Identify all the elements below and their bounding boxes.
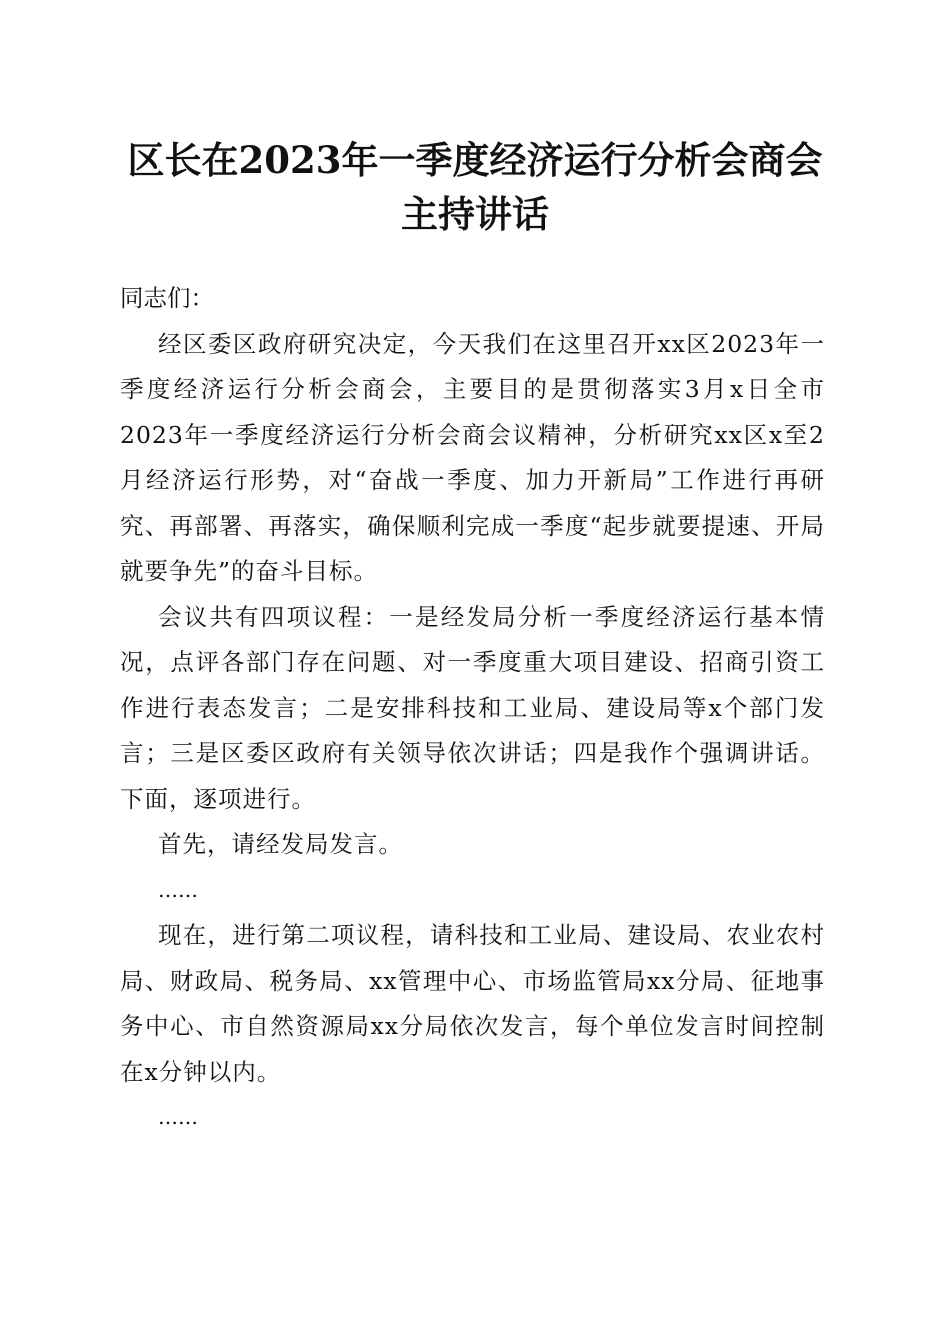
- document-title: 区长在2023年一季度经济运行分析会商会主持讲话: [127, 138, 823, 236]
- paragraph-first-speaker: 首先，请经发局发言。: [158, 830, 403, 858]
- paragraph-second-agenda: 现在，进行第二项议程，请科技和工业局、建设局、农业农村局、财政局、税务局、xx管理中心、市场监管局xx分局、征地事务中心、市自然资源局xx分局依次发言，每个单位发言时间控制在x分钟以内。: [120, 921, 825, 1086]
- paragraph-intro: 经区委区政府研究决定，今天我们在这里召开xx区2023年一季度经济运行分析会商会，主要目的是贯彻落实3月x日全市2023年一季度经济运行分析会商会议精神，分析研究xx区x至2月经济运行形势，对“奋战一季度、加力开新局”工作进行再研究、再部署、再落实，确保顺利完成一季度“起步就要提速、开局就要争先”的奋斗目标。: [120, 329, 825, 585]
- document-body: [120, 276, 825, 1141]
- salutation: 同志们：: [120, 284, 214, 312]
- paragraph-agenda: 会议共有四项议程：一是经发局分析一季度经济运行基本情况，点评各部门存在问题、对一季度重大项目建设、招商引资工作进行表态发言；二是安排科技和工业局、建设局等x个部门发言；三是区委区政府有关领导依次讲话；四是我作个强调讲话。下面，逐项进行。: [120, 602, 825, 813]
- ellipsis-1: ……: [158, 877, 198, 902]
- ellipsis-2: ……: [158, 1105, 198, 1129]
